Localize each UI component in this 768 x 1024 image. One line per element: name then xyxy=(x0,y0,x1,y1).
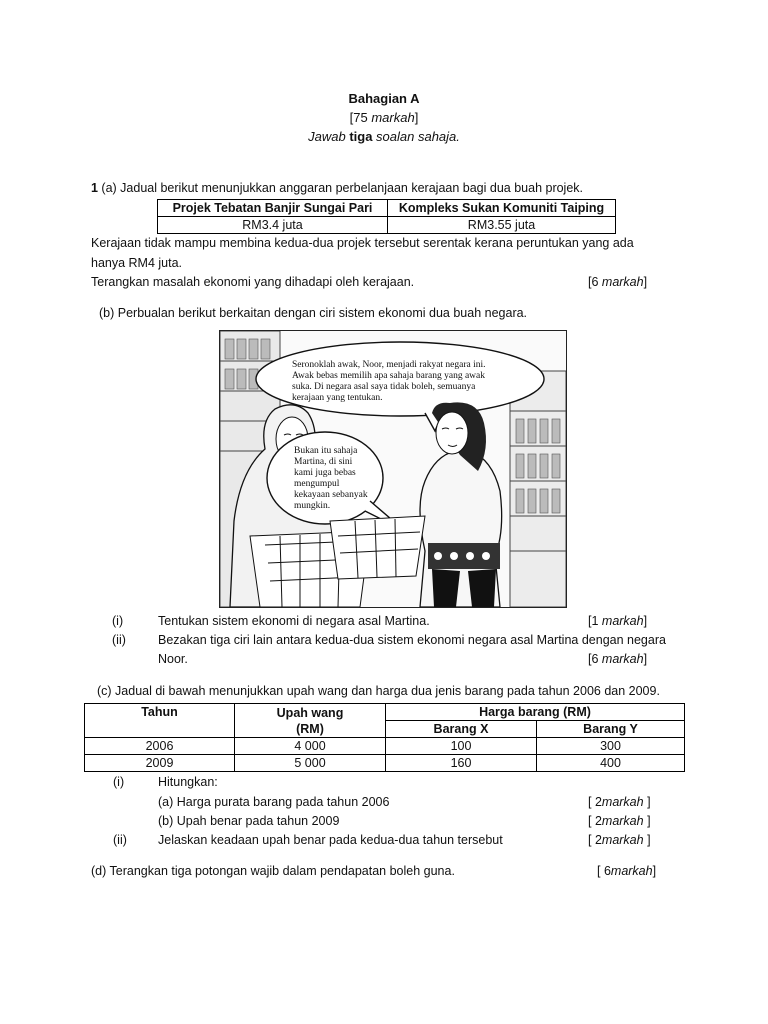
q1c-cell-tahun: 2009 xyxy=(85,755,235,772)
comic-illustration xyxy=(219,330,567,608)
q1c-header-tahun: Tahun xyxy=(85,704,235,738)
section-marks xyxy=(0,110,768,125)
marks-close: ] xyxy=(643,814,651,828)
marks-word: markah xyxy=(601,833,644,847)
bubble-left-line: Bukan itu sahaja xyxy=(294,446,358,456)
q1b-i-num: (i) xyxy=(112,614,124,628)
bubble-top-line: suka. Di negara asal saya tidak boleh, semuanya xyxy=(292,382,476,392)
bubble-left-line: mungkin. xyxy=(294,501,331,511)
marks-close: ] xyxy=(643,795,651,809)
q1b-ii-text: Bezakan tiga ciri lain antara kedua-dua sistem ekonomi negara asal Martina dengan negara xyxy=(158,633,666,647)
marks-open: [1 xyxy=(588,614,602,628)
q1a-header-1: Projek Tebatan Banjir Sungai Pari xyxy=(158,200,388,217)
q1a-marks xyxy=(588,275,647,289)
q1c-ia-text: (a) Harga purata barang pada tahun 2006 xyxy=(158,795,390,809)
q1c-cell-upah: 4 000 xyxy=(235,738,386,755)
section-instruction xyxy=(0,129,768,144)
q1a-header-2: Kompleks Sukan Komuniti Taiping xyxy=(388,200,616,217)
q1b-i-marks xyxy=(588,614,647,628)
q1c-intro: (c) Jadual di bawah menunjukkan upah wang dan harga dua jenis barang pada tahun 2006 dan 2009. xyxy=(97,684,660,698)
q1a-value-1: RM3.4 juta xyxy=(158,217,388,234)
q1a-intro xyxy=(91,181,583,195)
marks-close: ] xyxy=(643,833,651,847)
q1b-ii-marks xyxy=(588,652,647,666)
marks-open: [6 xyxy=(588,652,602,666)
bubble-top-line: Awak bebas memilih apa sahaja barang yang awak xyxy=(292,371,486,381)
marks-word: markah xyxy=(610,864,653,878)
q1c-cell-y: 300 xyxy=(537,738,685,755)
instr-part-a: Jawab xyxy=(308,129,350,144)
marks-open: [ 2 xyxy=(588,795,602,809)
marks-word: markah xyxy=(601,652,644,666)
q1c-ib-marks xyxy=(588,814,651,828)
bubble-top-line: kerajaan yang tentukan. xyxy=(292,393,383,403)
q1a-value-2: RM3.55 juta xyxy=(388,217,616,234)
marks-close: ] xyxy=(643,614,648,628)
marks-open: [6 xyxy=(588,275,602,289)
q1b-i-text: Tentukan sistem ekonomi di negara asal Martina. xyxy=(158,614,430,628)
q1c-header-x: Barang X xyxy=(386,721,537,738)
bubble-left-line: kami juga bebas xyxy=(294,468,356,478)
table-row xyxy=(85,738,685,755)
marks-open: [ 2 xyxy=(588,814,602,828)
marks-open: [ 2 xyxy=(588,833,602,847)
bubble-left-text xyxy=(294,446,368,512)
q1a-line-2: hanya RM4 juta. xyxy=(91,256,183,270)
q1b-ii-num: (ii) xyxy=(112,633,126,647)
question-number: 1 xyxy=(91,181,98,195)
q1a-line-1: Kerajaan tidak mampu membina kedua-dua projek tersebut serentak kerana peruntukan yang ada xyxy=(91,236,634,250)
marks-word: markah xyxy=(601,614,644,628)
q1c-ia-marks xyxy=(588,795,651,809)
q1c-header-upah-unit: (RM) xyxy=(296,721,324,736)
q1c-ii-num: (ii) xyxy=(113,833,127,847)
q1c-cell-tahun: 2006 xyxy=(85,738,235,755)
q1c-cell-y: 400 xyxy=(537,755,685,772)
bubble-top-line: Seronoklah awak, Noor, menjadi rakyat negara ini. xyxy=(292,360,486,370)
q1a-table xyxy=(157,199,616,234)
marks-word: markah xyxy=(371,110,415,125)
marks-close: ] xyxy=(652,864,657,878)
marks-word: markah xyxy=(601,795,644,809)
q1d-marks xyxy=(597,864,656,878)
bubble-top-text xyxy=(292,360,486,404)
marks-open: [75 xyxy=(349,110,372,125)
q1c-ii-marks xyxy=(588,833,651,847)
q1c-i-text: Hitungkan: xyxy=(158,775,218,789)
marks-open: [ 6 xyxy=(597,864,611,878)
marks-close: ] xyxy=(643,275,648,289)
q1c-header-y: Barang Y xyxy=(537,721,685,738)
bubble-left-line: kekayaan sebanyak xyxy=(294,490,368,500)
q1c-cell-x: 160 xyxy=(386,755,537,772)
q1c-ii-text: Jelaskan keadaan upah benar pada kedua-dua tahun tersebut xyxy=(158,833,503,847)
table-row xyxy=(85,755,685,772)
q1d-text: (d) Terangkan tiga potongan wajib dalam pendapatan boleh guna. xyxy=(91,864,455,878)
q1c-cell-upah: 5 000 xyxy=(235,755,386,772)
q1c-table xyxy=(84,703,685,772)
q1b-intro: (b) Perbualan berikut berkaitan dengan ciri sistem ekonomi dua buah negara. xyxy=(99,306,528,320)
marks-word: markah xyxy=(601,814,644,828)
q1a-line-3: Terangkan masalah ekonomi yang dihadapi oleh kerajaan. xyxy=(91,275,415,289)
q1c-ib-text: (b) Upah benar pada tahun 2009 xyxy=(158,814,340,828)
q1c-i-num: (i) xyxy=(113,775,125,789)
instr-part-b: tiga xyxy=(349,129,373,144)
q1a-intro-text: (a) Jadual berikut menunjukkan anggaran perbelanjaan kerajaan bagi dua buah projek. xyxy=(97,181,584,195)
marks-word: markah xyxy=(601,275,644,289)
marks-close: ] xyxy=(643,652,648,666)
q1b-ii-text-2: Noor. xyxy=(158,652,188,666)
q1c-header-upah-label: Upah wang xyxy=(276,705,344,720)
q1c-cell-x: 100 xyxy=(386,738,537,755)
bubble-left-line: mengumpul xyxy=(294,479,340,489)
marks-close: ] xyxy=(414,110,419,125)
section-title: Bahagian A xyxy=(348,91,420,106)
instr-part-c: soalan sahaja. xyxy=(372,129,460,144)
bubble-left-line: Martina, di sini xyxy=(294,457,353,467)
q1c-header-upah xyxy=(235,704,386,738)
q1c-header-harga: Harga barang (RM) xyxy=(386,704,685,721)
